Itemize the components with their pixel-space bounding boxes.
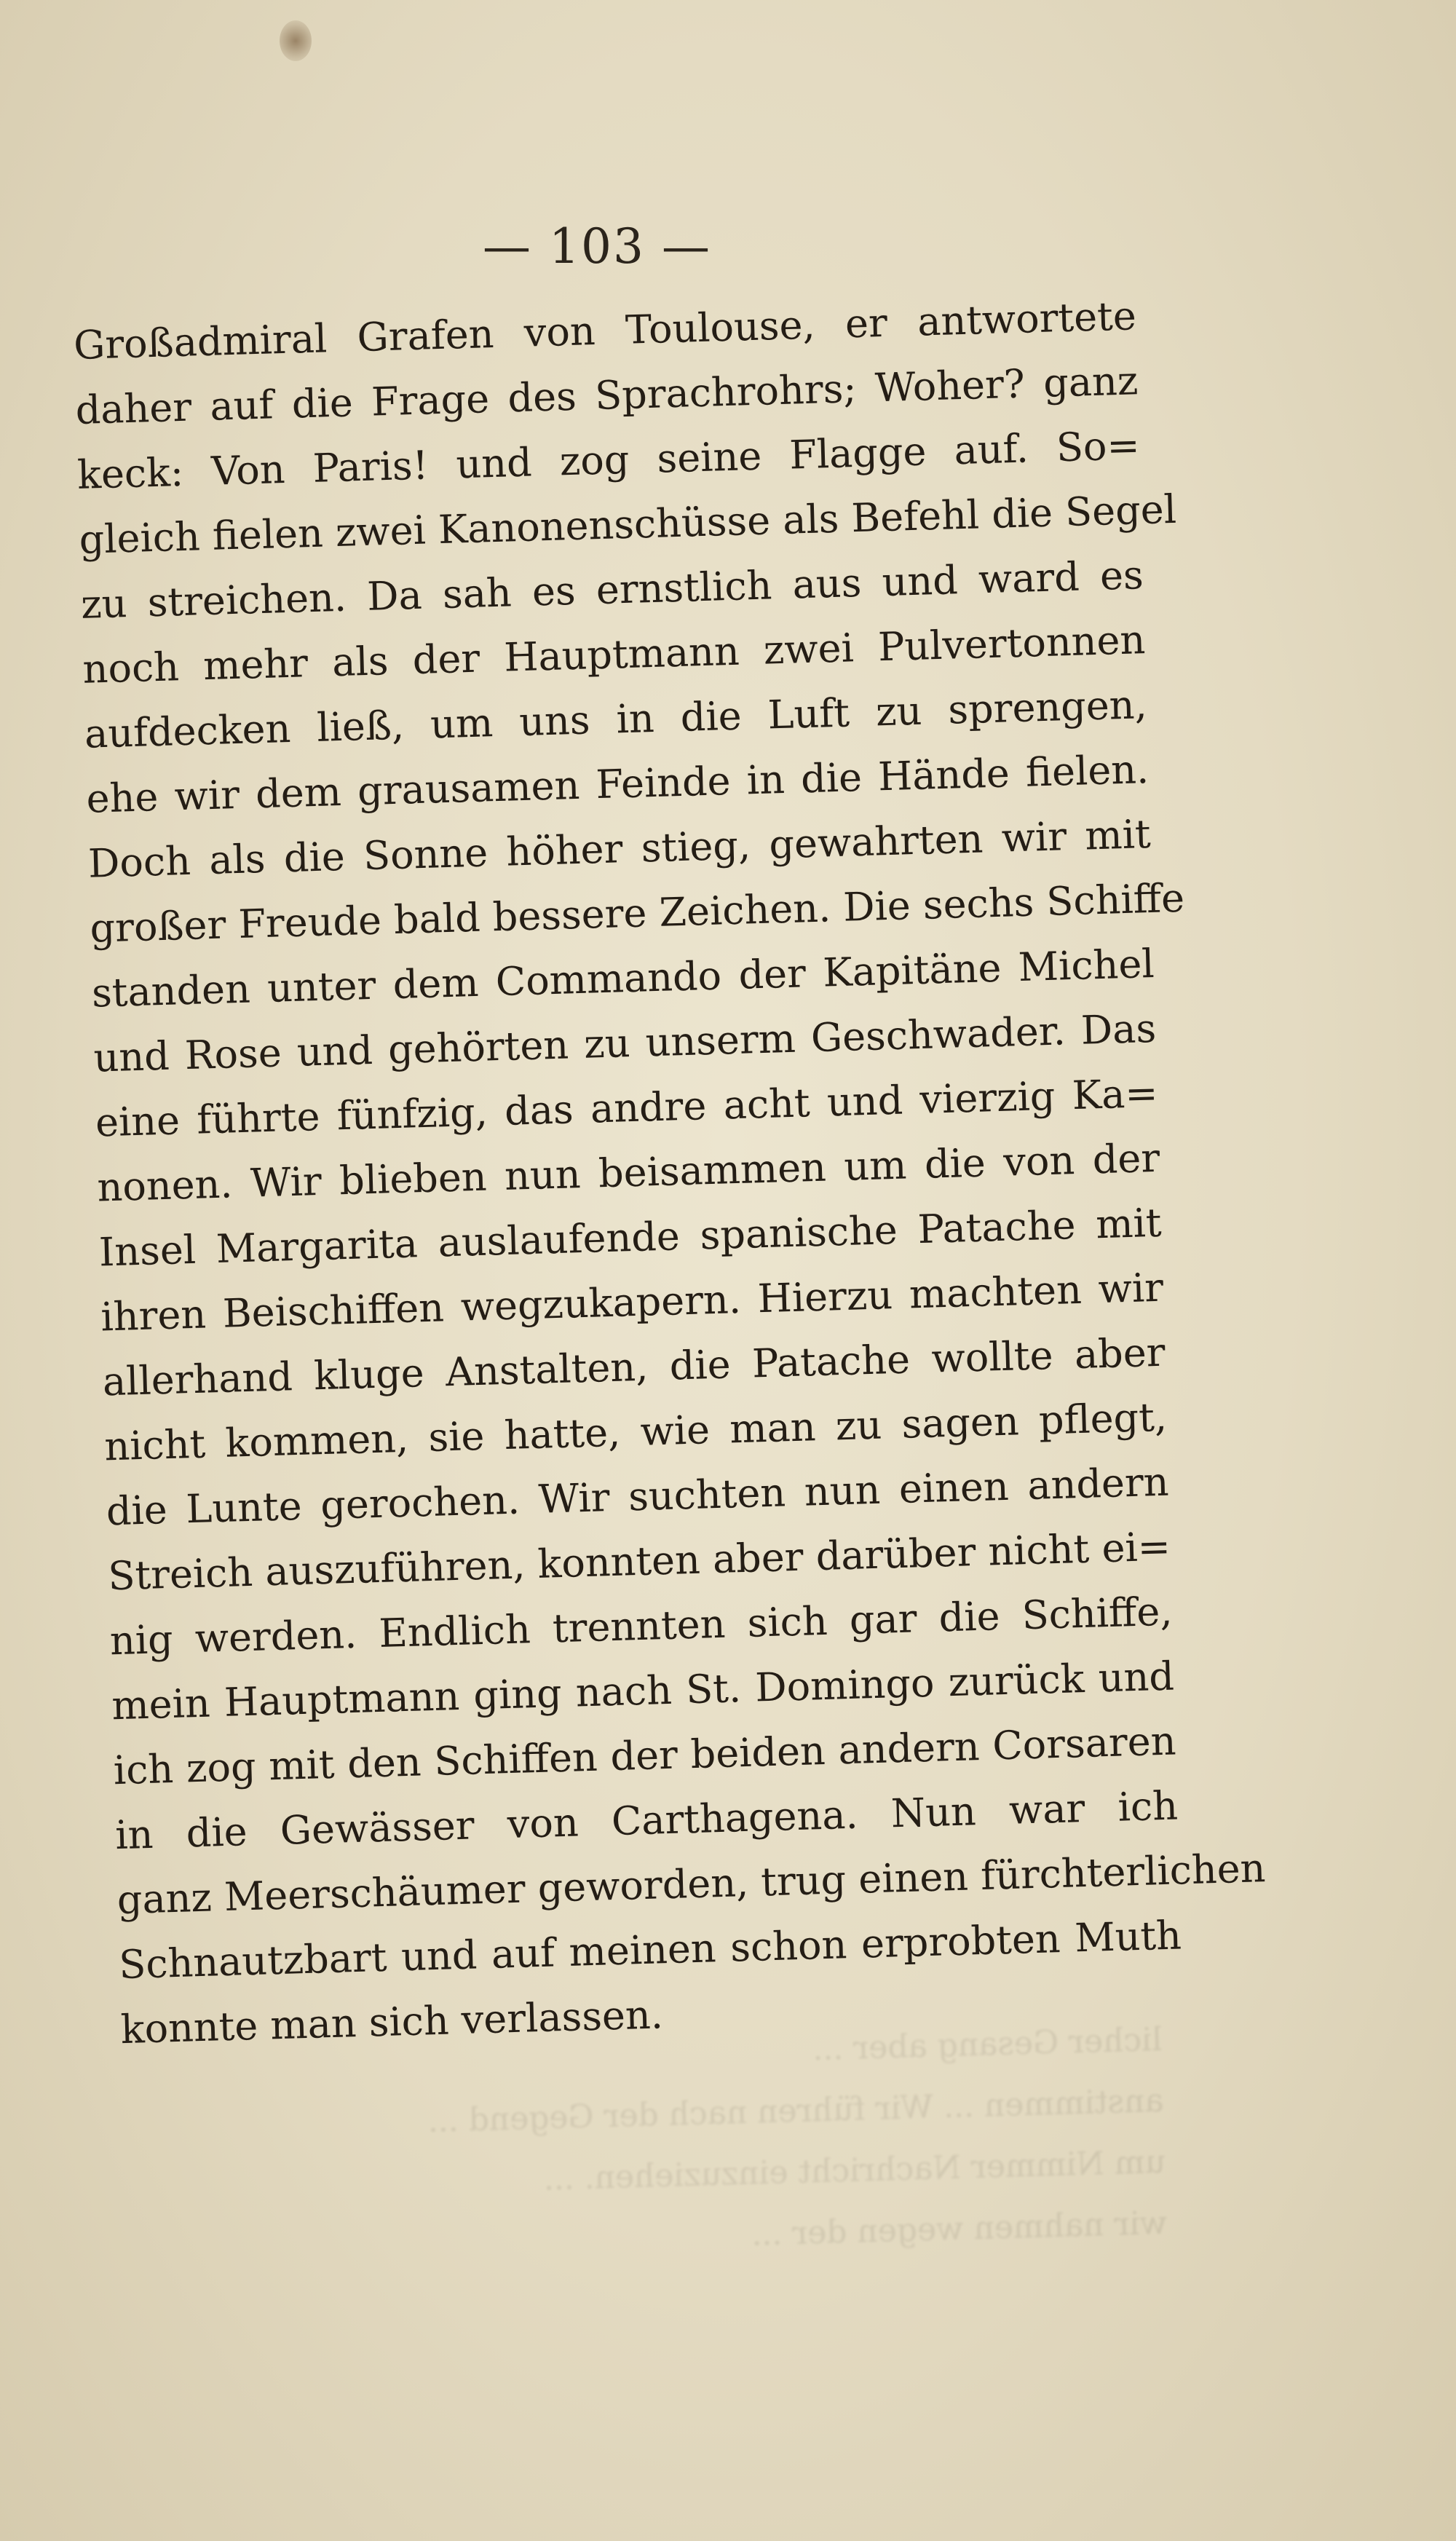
text-line: zu streichen. Da sah es ernstlich aus und ward es	[80, 552, 1144, 628]
text-line: nonen. Wir blieben nun beisammen um die von der	[96, 1134, 1160, 1211]
text-line: eine führte fünfzig, das andre acht und vierzig Ka=	[95, 1070, 1159, 1146]
bleed-line: licher Gesang aber ...	[812, 2020, 1163, 2068]
text-line: ganz Meerschäumer geworden, trug einen fürchterlichen	[116, 1845, 1267, 1924]
text-line: Streich auszuführen, konnten aber darüber nicht ei=	[107, 1523, 1171, 1600]
bleed-line: um Nimmer Nachricht einzuziehen. ...	[542, 2143, 1166, 2198]
text-line: in die Gewässer von Carthagena. Nun war ich	[114, 1782, 1179, 1859]
text-line: und Rose und gehörten zu unserm Geschwader. Das	[92, 1005, 1157, 1081]
text-line: nicht kommen, sie hatte, wie man zu sagen pflegt,	[103, 1394, 1168, 1470]
body-text	[73, 283, 1267, 2062]
text-line: Doch als die Sonne höher stieg, gewahrten wir mit	[87, 810, 1152, 887]
text-line-last: konnte man sich verlassen.	[119, 1991, 664, 2053]
text-line: allerhand kluge Anstalten, die Patache wollte aber	[102, 1329, 1166, 1405]
text-line: Insel Margarita auslaufende spanische Patache mit	[98, 1199, 1163, 1276]
text-line: ehe wir dem grausamen Feinde in die Hände fielen.	[85, 746, 1150, 822]
text-line: Schnautzbart und auf meinen schon erprobten Muth	[118, 1912, 1182, 1988]
page-number: — 103 —	[483, 218, 711, 274]
text-line: mein Hauptmann ging nach St. Domingo zurück und	[111, 1653, 1175, 1729]
text-line: großer Freude bald bessere Zeichen. Die sechs Schiffe	[89, 874, 1185, 952]
text-line: noch mehr als der Hauptmann zwei Pulvertonnen	[82, 617, 1146, 692]
bleed-line: anstimmen ... Wir führen nach der Gegend ...	[427, 2082, 1165, 2140]
text-line: daher auf die Frage des Sprachrohrs; Woher? ganz	[74, 357, 1139, 433]
text-line: ihren Beischiffen wegzukapern. Hierzu machten wir	[100, 1264, 1164, 1340]
bleed-line: wir nahmen wegen der ...	[751, 2204, 1168, 2253]
text-line: keck: Von Paris! und zog seine Flagge auf. So=	[76, 422, 1141, 498]
text-line: ich zog mit den Schiffen der beiden andern Corsaren	[113, 1718, 1177, 1794]
text-line: standen unter dem Commando der Kapitäne Michel	[91, 940, 1155, 1016]
text-line: die Lunte gerochen. Wir suchten nun einen andern	[106, 1458, 1170, 1535]
paper-stain	[280, 20, 312, 61]
text-line: nig werden. Endlich trennten sich gar die Schiffe,	[109, 1588, 1174, 1664]
text-line: gleich fielen zwei Kanonenschüsse als Befehl die Segel	[78, 486, 1177, 563]
text-line: aufdecken ließ, um uns in die Luft zu sprengen,	[84, 681, 1148, 757]
bleed-through-text	[106, 2010, 1168, 2283]
text-line: Großadmiral Grafen von Toulouse, er antwortete	[73, 293, 1137, 368]
